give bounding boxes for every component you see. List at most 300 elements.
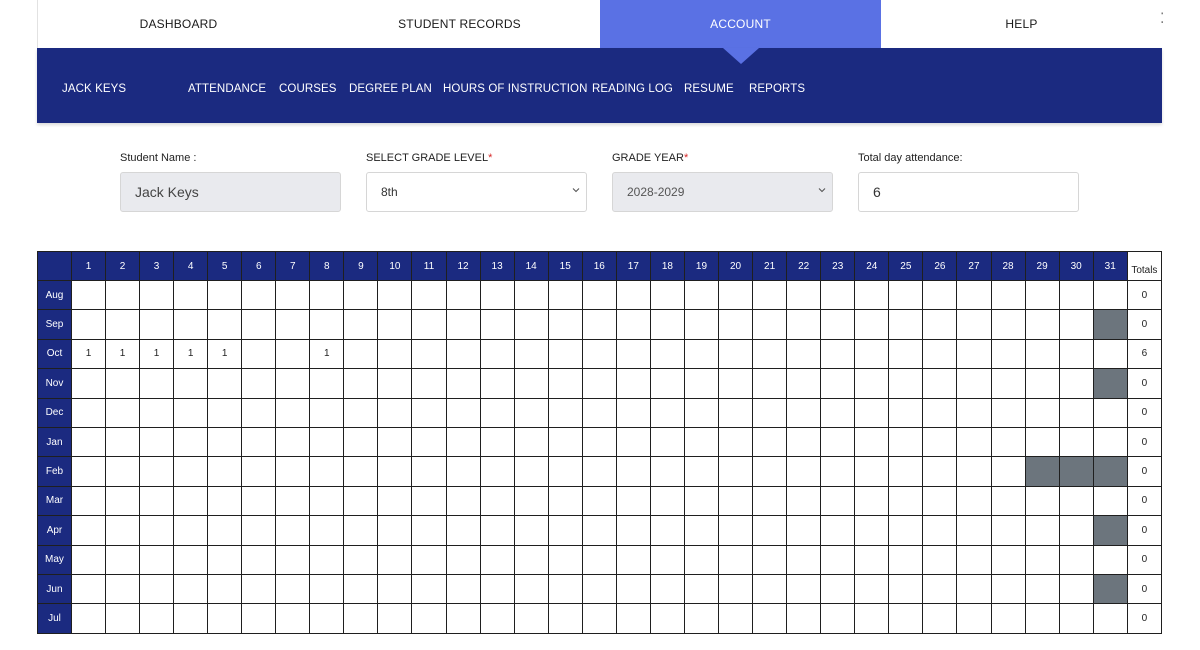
day-cell[interactable]	[582, 516, 616, 545]
day-cell[interactable]	[140, 310, 174, 339]
day-cell[interactable]	[753, 281, 787, 310]
day-cell[interactable]	[71, 310, 105, 339]
day-cell[interactable]	[514, 574, 548, 603]
day-cell[interactable]	[344, 398, 378, 427]
day-cell[interactable]	[514, 339, 548, 368]
day-cell[interactable]	[71, 574, 105, 603]
day-cell[interactable]	[208, 281, 242, 310]
day-cell[interactable]	[310, 310, 344, 339]
subnav-hours-of-instruction[interactable]: HOURS OF INSTRUCTION	[443, 83, 588, 95]
day-cell[interactable]	[344, 457, 378, 486]
grade-year-select[interactable]	[612, 172, 833, 212]
day-cell[interactable]	[276, 310, 310, 339]
day-cell[interactable]	[548, 398, 582, 427]
day-cell[interactable]	[412, 281, 446, 310]
day-cell[interactable]	[242, 339, 276, 368]
day-cell[interactable]	[719, 339, 753, 368]
day-cell[interactable]	[446, 516, 480, 545]
day-cell[interactable]	[344, 310, 378, 339]
day-cell[interactable]	[310, 604, 344, 633]
day-cell[interactable]	[923, 398, 957, 427]
day-cell[interactable]	[174, 457, 208, 486]
day-cell[interactable]	[855, 310, 889, 339]
day-cell[interactable]	[719, 369, 753, 398]
day-cell[interactable]	[753, 516, 787, 545]
day-cell[interactable]	[684, 369, 718, 398]
day-cell[interactable]	[616, 457, 650, 486]
day-cell[interactable]	[310, 516, 344, 545]
day-cell[interactable]	[446, 310, 480, 339]
day-cell[interactable]	[1059, 339, 1093, 368]
day-cell[interactable]	[514, 427, 548, 456]
day-cell[interactable]	[378, 545, 412, 574]
day-cell[interactable]	[344, 369, 378, 398]
day-cell[interactable]	[310, 457, 344, 486]
day-cell[interactable]	[140, 281, 174, 310]
day-cell[interactable]	[582, 486, 616, 515]
day-cell[interactable]	[412, 604, 446, 633]
tab-student-records[interactable]: STUDENT RECORDS	[398, 17, 521, 31]
day-cell[interactable]	[684, 339, 718, 368]
day-cell[interactable]	[174, 604, 208, 633]
day-cell[interactable]	[991, 427, 1025, 456]
day-cell[interactable]	[582, 545, 616, 574]
day-cell[interactable]	[310, 369, 344, 398]
day-cell[interactable]	[310, 427, 344, 456]
day-cell[interactable]	[378, 486, 412, 515]
day-cell[interactable]	[344, 427, 378, 456]
day-cell[interactable]	[616, 369, 650, 398]
day-cell[interactable]	[787, 574, 821, 603]
day-cell[interactable]	[344, 516, 378, 545]
day-cell[interactable]	[1093, 604, 1127, 633]
day-cell[interactable]	[787, 604, 821, 633]
day-cell[interactable]	[719, 457, 753, 486]
day-cell[interactable]	[140, 516, 174, 545]
day-cell[interactable]	[242, 281, 276, 310]
day-cell[interactable]	[276, 545, 310, 574]
day-cell[interactable]	[650, 604, 684, 633]
day-cell[interactable]	[140, 486, 174, 515]
day-cell[interactable]	[446, 339, 480, 368]
day-cell[interactable]	[582, 339, 616, 368]
day-cell[interactable]	[446, 427, 480, 456]
day-cell[interactable]	[991, 604, 1025, 633]
day-cell[interactable]	[650, 457, 684, 486]
day-cell[interactable]	[684, 545, 718, 574]
day-cell[interactable]	[923, 369, 957, 398]
day-cell[interactable]	[412, 427, 446, 456]
day-cell[interactable]	[855, 398, 889, 427]
day-cell[interactable]	[719, 545, 753, 574]
day-cell[interactable]	[889, 339, 923, 368]
day-cell[interactable]	[344, 604, 378, 633]
day-cell[interactable]	[889, 516, 923, 545]
day-cell[interactable]	[208, 427, 242, 456]
day-cell[interactable]: 1	[174, 339, 208, 368]
day-cell[interactable]	[787, 486, 821, 515]
day-cell[interactable]	[684, 398, 718, 427]
day-cell[interactable]	[71, 604, 105, 633]
day-cell[interactable]	[1093, 427, 1127, 456]
day-cell[interactable]	[106, 574, 140, 603]
day-cell[interactable]	[753, 310, 787, 339]
subnav-reading-log[interactable]: READING LOG	[592, 83, 673, 95]
day-cell[interactable]	[514, 281, 548, 310]
day-cell[interactable]	[855, 604, 889, 633]
day-cell[interactable]	[957, 545, 991, 574]
grade-level-select[interactable]	[366, 172, 587, 212]
day-cell[interactable]	[106, 398, 140, 427]
day-cell[interactable]	[378, 281, 412, 310]
day-cell[interactable]	[378, 457, 412, 486]
day-cell[interactable]	[889, 545, 923, 574]
day-cell[interactable]	[310, 574, 344, 603]
student-name-field[interactable]: Jack Keys	[120, 172, 341, 212]
day-cell[interactable]	[106, 369, 140, 398]
day-cell[interactable]	[174, 369, 208, 398]
day-cell[interactable]	[582, 398, 616, 427]
day-cell[interactable]	[140, 574, 174, 603]
day-cell[interactable]	[106, 516, 140, 545]
day-cell[interactable]	[208, 486, 242, 515]
day-cell[interactable]	[855, 457, 889, 486]
day-cell[interactable]	[378, 574, 412, 603]
day-cell[interactable]	[344, 545, 378, 574]
day-cell[interactable]	[753, 427, 787, 456]
day-cell[interactable]	[1025, 339, 1059, 368]
day-cell[interactable]	[480, 486, 514, 515]
day-cell[interactable]	[548, 339, 582, 368]
day-cell[interactable]	[719, 486, 753, 515]
day-cell[interactable]	[71, 281, 105, 310]
day-cell[interactable]	[548, 457, 582, 486]
day-cell[interactable]: 1	[106, 339, 140, 368]
day-cell[interactable]	[616, 604, 650, 633]
day-cell[interactable]	[719, 281, 753, 310]
day-cell[interactable]	[548, 427, 582, 456]
day-cell[interactable]	[650, 486, 684, 515]
day-cell[interactable]	[514, 457, 548, 486]
day-cell[interactable]	[174, 486, 208, 515]
day-cell[interactable]	[1059, 281, 1093, 310]
day-cell[interactable]	[923, 310, 957, 339]
day-cell[interactable]	[650, 516, 684, 545]
day-cell[interactable]	[1059, 516, 1093, 545]
day-cell[interactable]	[412, 398, 446, 427]
day-cell[interactable]	[1025, 369, 1059, 398]
day-cell[interactable]	[855, 486, 889, 515]
day-cell[interactable]	[1059, 545, 1093, 574]
day-cell[interactable]	[140, 369, 174, 398]
day-cell[interactable]	[650, 339, 684, 368]
more-menu-icon[interactable]: ⁚	[1160, 10, 1165, 26]
day-cell[interactable]	[889, 427, 923, 456]
day-cell[interactable]	[412, 545, 446, 574]
day-cell[interactable]	[1025, 516, 1059, 545]
day-cell[interactable]	[71, 516, 105, 545]
day-cell[interactable]	[923, 281, 957, 310]
day-cell[interactable]	[106, 281, 140, 310]
day-cell[interactable]	[174, 516, 208, 545]
day-cell[interactable]	[684, 604, 718, 633]
day-cell[interactable]	[378, 339, 412, 368]
total-attendance-field[interactable]: 6	[858, 172, 1079, 212]
day-cell[interactable]	[650, 310, 684, 339]
day-cell[interactable]	[480, 574, 514, 603]
day-cell[interactable]	[480, 604, 514, 633]
day-cell[interactable]	[753, 398, 787, 427]
day-cell[interactable]	[821, 457, 855, 486]
day-cell[interactable]	[957, 281, 991, 310]
day-cell[interactable]	[821, 574, 855, 603]
day-cell[interactable]	[582, 574, 616, 603]
day-cell[interactable]	[582, 604, 616, 633]
day-cell[interactable]	[242, 427, 276, 456]
day-cell[interactable]	[821, 310, 855, 339]
day-cell[interactable]: 1	[208, 339, 242, 368]
day-cell[interactable]	[514, 516, 548, 545]
day-cell[interactable]	[1025, 545, 1059, 574]
day-cell[interactable]	[923, 339, 957, 368]
day-cell[interactable]	[276, 369, 310, 398]
day-cell[interactable]	[1025, 574, 1059, 603]
day-cell[interactable]	[923, 457, 957, 486]
day-cell[interactable]	[855, 339, 889, 368]
day-cell[interactable]	[208, 604, 242, 633]
day-cell[interactable]	[1059, 310, 1093, 339]
day-cell[interactable]	[616, 516, 650, 545]
day-cell[interactable]	[719, 310, 753, 339]
day-cell[interactable]	[480, 427, 514, 456]
day-cell[interactable]	[855, 516, 889, 545]
day-cell[interactable]	[957, 398, 991, 427]
day-cell[interactable]	[378, 310, 412, 339]
day-cell[interactable]	[378, 369, 412, 398]
student-name-link[interactable]: JACK KEYS	[62, 83, 127, 95]
day-cell[interactable]	[650, 427, 684, 456]
day-cell[interactable]	[582, 281, 616, 310]
day-cell[interactable]	[684, 427, 718, 456]
day-cell[interactable]	[446, 457, 480, 486]
day-cell[interactable]	[991, 457, 1025, 486]
subnav-attendance[interactable]: ATTENDANCE	[188, 83, 267, 95]
day-cell[interactable]	[1093, 545, 1127, 574]
day-cell[interactable]	[616, 574, 650, 603]
day-cell[interactable]	[923, 545, 957, 574]
day-cell[interactable]	[684, 457, 718, 486]
day-cell[interactable]	[378, 398, 412, 427]
day-cell[interactable]	[548, 516, 582, 545]
day-cell[interactable]	[821, 281, 855, 310]
day-cell[interactable]	[923, 427, 957, 456]
day-cell[interactable]	[174, 427, 208, 456]
day-cell[interactable]	[276, 516, 310, 545]
day-cell[interactable]	[412, 486, 446, 515]
day-cell[interactable]	[242, 398, 276, 427]
day-cell[interactable]	[957, 369, 991, 398]
day-cell[interactable]	[242, 604, 276, 633]
day-cell[interactable]	[480, 369, 514, 398]
day-cell[interactable]	[684, 281, 718, 310]
day-cell[interactable]	[957, 516, 991, 545]
day-cell[interactable]	[412, 516, 446, 545]
day-cell[interactable]	[991, 339, 1025, 368]
day-cell[interactable]	[821, 604, 855, 633]
day-cell[interactable]	[787, 516, 821, 545]
day-cell[interactable]	[548, 310, 582, 339]
day-cell[interactable]	[1025, 427, 1059, 456]
day-cell[interactable]	[991, 310, 1025, 339]
day-cell[interactable]	[991, 574, 1025, 603]
day-cell[interactable]	[1059, 398, 1093, 427]
subnav-degree-plan[interactable]: DEGREE PLAN	[349, 83, 432, 95]
day-cell[interactable]	[889, 310, 923, 339]
day-cell[interactable]	[71, 427, 105, 456]
day-cell[interactable]	[276, 457, 310, 486]
day-cell[interactable]	[957, 574, 991, 603]
day-cell[interactable]	[787, 339, 821, 368]
day-cell[interactable]	[821, 398, 855, 427]
day-cell[interactable]	[957, 339, 991, 368]
day-cell[interactable]	[106, 457, 140, 486]
day-cell[interactable]	[616, 310, 650, 339]
day-cell[interactable]	[412, 574, 446, 603]
day-cell[interactable]	[957, 486, 991, 515]
day-cell[interactable]	[276, 486, 310, 515]
day-cell[interactable]	[242, 516, 276, 545]
day-cell[interactable]	[719, 427, 753, 456]
day-cell[interactable]	[787, 281, 821, 310]
day-cell[interactable]	[753, 604, 787, 633]
tab-account[interactable]: ACCOUNT	[600, 0, 881, 48]
day-cell[interactable]	[242, 457, 276, 486]
day-cell[interactable]	[991, 369, 1025, 398]
day-cell[interactable]	[310, 545, 344, 574]
day-cell[interactable]	[344, 574, 378, 603]
day-cell[interactable]	[855, 545, 889, 574]
day-cell[interactable]	[140, 457, 174, 486]
day-cell[interactable]	[787, 457, 821, 486]
day-cell[interactable]	[889, 281, 923, 310]
day-cell[interactable]	[174, 574, 208, 603]
day-cell[interactable]	[310, 486, 344, 515]
day-cell[interactable]	[514, 310, 548, 339]
day-cell[interactable]	[446, 369, 480, 398]
day-cell[interactable]	[548, 486, 582, 515]
day-cell[interactable]	[446, 486, 480, 515]
day-cell[interactable]	[174, 398, 208, 427]
day-cell[interactable]	[821, 486, 855, 515]
day-cell[interactable]	[957, 310, 991, 339]
day-cell[interactable]	[446, 574, 480, 603]
day-cell[interactable]	[106, 427, 140, 456]
day-cell[interactable]	[242, 369, 276, 398]
day-cell[interactable]	[753, 486, 787, 515]
day-cell[interactable]	[1025, 281, 1059, 310]
day-cell[interactable]	[650, 545, 684, 574]
day-cell[interactable]	[412, 369, 446, 398]
day-cell[interactable]	[787, 545, 821, 574]
day-cell[interactable]	[616, 281, 650, 310]
day-cell[interactable]	[923, 486, 957, 515]
day-cell[interactable]	[889, 457, 923, 486]
day-cell[interactable]	[1093, 398, 1127, 427]
day-cell[interactable]	[923, 574, 957, 603]
day-cell[interactable]	[821, 369, 855, 398]
day-cell[interactable]	[889, 369, 923, 398]
day-cell[interactable]	[787, 398, 821, 427]
day-cell[interactable]	[616, 545, 650, 574]
day-cell[interactable]	[889, 486, 923, 515]
tab-dashboard[interactable]: DASHBOARD	[139, 17, 218, 31]
day-cell[interactable]	[480, 281, 514, 310]
day-cell[interactable]	[242, 486, 276, 515]
day-cell[interactable]	[208, 516, 242, 545]
day-cell[interactable]	[242, 574, 276, 603]
day-cell[interactable]	[719, 604, 753, 633]
subnav-courses[interactable]: COURSES	[279, 83, 337, 95]
day-cell[interactable]	[344, 281, 378, 310]
day-cell[interactable]	[446, 398, 480, 427]
day-cell[interactable]	[1025, 398, 1059, 427]
day-cell[interactable]	[684, 574, 718, 603]
day-cell[interactable]	[991, 398, 1025, 427]
day-cell[interactable]	[378, 604, 412, 633]
day-cell[interactable]	[1059, 486, 1093, 515]
day-cell[interactable]	[821, 516, 855, 545]
day-cell[interactable]	[753, 574, 787, 603]
day-cell[interactable]	[957, 427, 991, 456]
day-cell[interactable]	[174, 281, 208, 310]
day-cell[interactable]	[684, 310, 718, 339]
day-cell[interactable]	[378, 427, 412, 456]
day-cell[interactable]	[412, 457, 446, 486]
day-cell[interactable]	[991, 516, 1025, 545]
day-cell[interactable]	[650, 281, 684, 310]
day-cell[interactable]	[1093, 281, 1127, 310]
day-cell[interactable]	[71, 545, 105, 574]
subnav-reports[interactable]: REPORTS	[749, 83, 806, 95]
day-cell[interactable]	[1059, 604, 1093, 633]
day-cell[interactable]	[106, 310, 140, 339]
day-cell[interactable]	[753, 545, 787, 574]
day-cell[interactable]	[719, 398, 753, 427]
day-cell[interactable]	[174, 310, 208, 339]
day-cell[interactable]	[310, 281, 344, 310]
day-cell[interactable]	[1093, 486, 1127, 515]
day-cell[interactable]	[889, 398, 923, 427]
day-cell[interactable]	[548, 604, 582, 633]
day-cell[interactable]	[514, 398, 548, 427]
day-cell[interactable]: 1	[71, 339, 105, 368]
day-cell[interactable]	[242, 310, 276, 339]
day-cell[interactable]	[616, 339, 650, 368]
day-cell[interactable]	[140, 398, 174, 427]
day-cell[interactable]	[106, 604, 140, 633]
day-cell[interactable]	[276, 427, 310, 456]
day-cell[interactable]	[71, 369, 105, 398]
day-cell[interactable]	[480, 339, 514, 368]
day-cell[interactable]	[616, 427, 650, 456]
day-cell[interactable]	[719, 516, 753, 545]
day-cell[interactable]	[344, 339, 378, 368]
day-cell[interactable]	[650, 398, 684, 427]
day-cell[interactable]	[276, 339, 310, 368]
day-cell[interactable]	[719, 574, 753, 603]
day-cell[interactable]	[106, 486, 140, 515]
day-cell[interactable]	[1025, 486, 1059, 515]
